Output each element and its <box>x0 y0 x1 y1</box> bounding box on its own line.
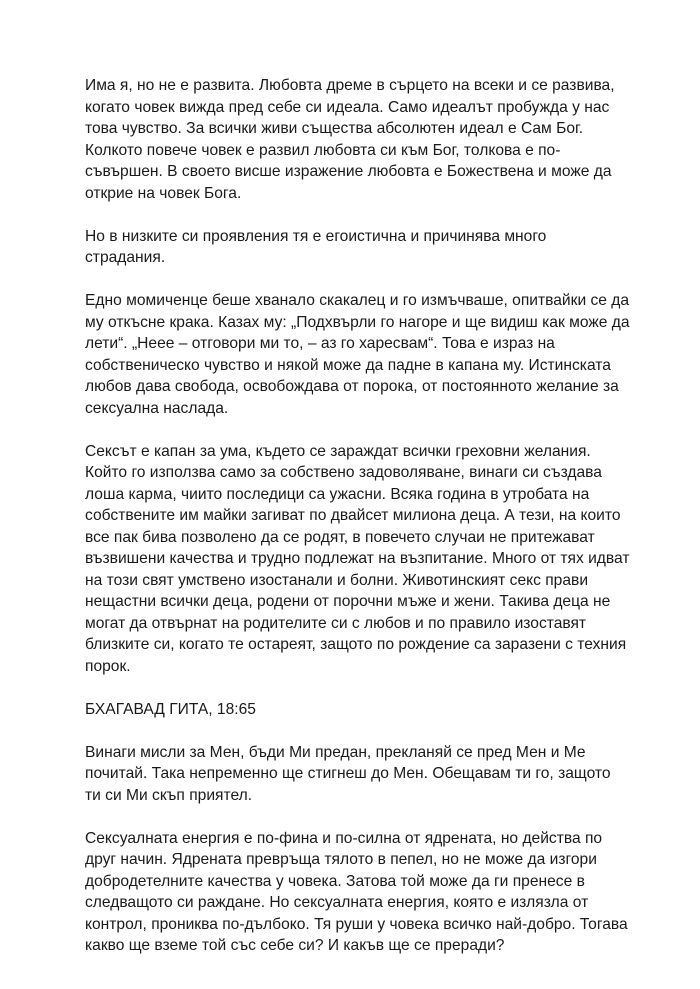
paragraph-sexual-energy: Сексуалната енергия е по-фина и по-силна от ядрената, но действа по друг начин. Ядрената превръща тялото в пепел, но не може да изгори добродетелните качества у човека. Затова той може да ги пренесе в следващото си раждане. Но сексуалната енергия, която е излязла от контрол, прониква по-дълбоко. Тя руши у човека всичко най-добро. Тогава какво ще вземе той със себе си? И какъв ще се преради? <box>85 829 628 954</box>
paragraph-ideal-love: Има я, но не е развита. Любовта дреме в сърцето на всеки и се развива, когато човек вижда пред себе си идеала. Само идеалът пробужда у нас това чувство. За всички живи същества абсолютен идеал е Сам Бог. Колкото повече човек е развил любовта си към Бог, толкова е по-съвършен. В своето висше изражение любовта е Божествена и може да открие на човек Бога. <box>85 77 615 202</box>
paragraph-lower-manifestations: Но в низките си проявления тя е егоистична и причинява много страдания. <box>85 227 547 266</box>
document-body <box>85 75 630 957</box>
quote-text: Винаги мисли за Мен, бъди Ми предан, прекланяй се пред Мен и Ме почитай. Така непременно ще стигнеш до Мен. Обещавам ти го, защото ти си Ми скъп приятел. <box>85 743 611 804</box>
paragraph-sex-trap: Сексът е капан за ума, където се зараждат всички греховни желания. Който го използва само за собствено задоволяване, винаги си създава лоша карма, чиито последици са ужасни. Всяка година в утробата на собствените им майки загиват по двайсет милиона деца. А тези, на които все пак бива позволено да се родят, в повечето случаи не притежават възвишени качества и трудно подлежат на възпитание. Много от тях идват на този свят умствено изостанали и болни. Животинският секс прави нещастни всички деца, родени от порочни мъже и жени. Такива деца не могат да отвърнат на родителите си с любов и по правило изоставят близките си, когато те остареят, защото по рождение са заразени с техния порок. <box>85 442 630 675</box>
quote-source-heading: БХАГАВАД ГИТА, 18:65 <box>85 700 256 718</box>
paragraph-grasshopper-story: Едно момиченце беше хванало скакалец и го измъчваше, опитвайки се да му откъсне крака. Казах му: „Подхвърли го нагоре и ще видиш как може да лети“. „Неее – отговори ми то, – аз го харесвам“. Това е израз на собственическо чувство и някой може да падне в капана му. Истинската любов дава свобода, освобождава от порока, от постоянното желание за сексуална наслада. <box>85 292 630 417</box>
